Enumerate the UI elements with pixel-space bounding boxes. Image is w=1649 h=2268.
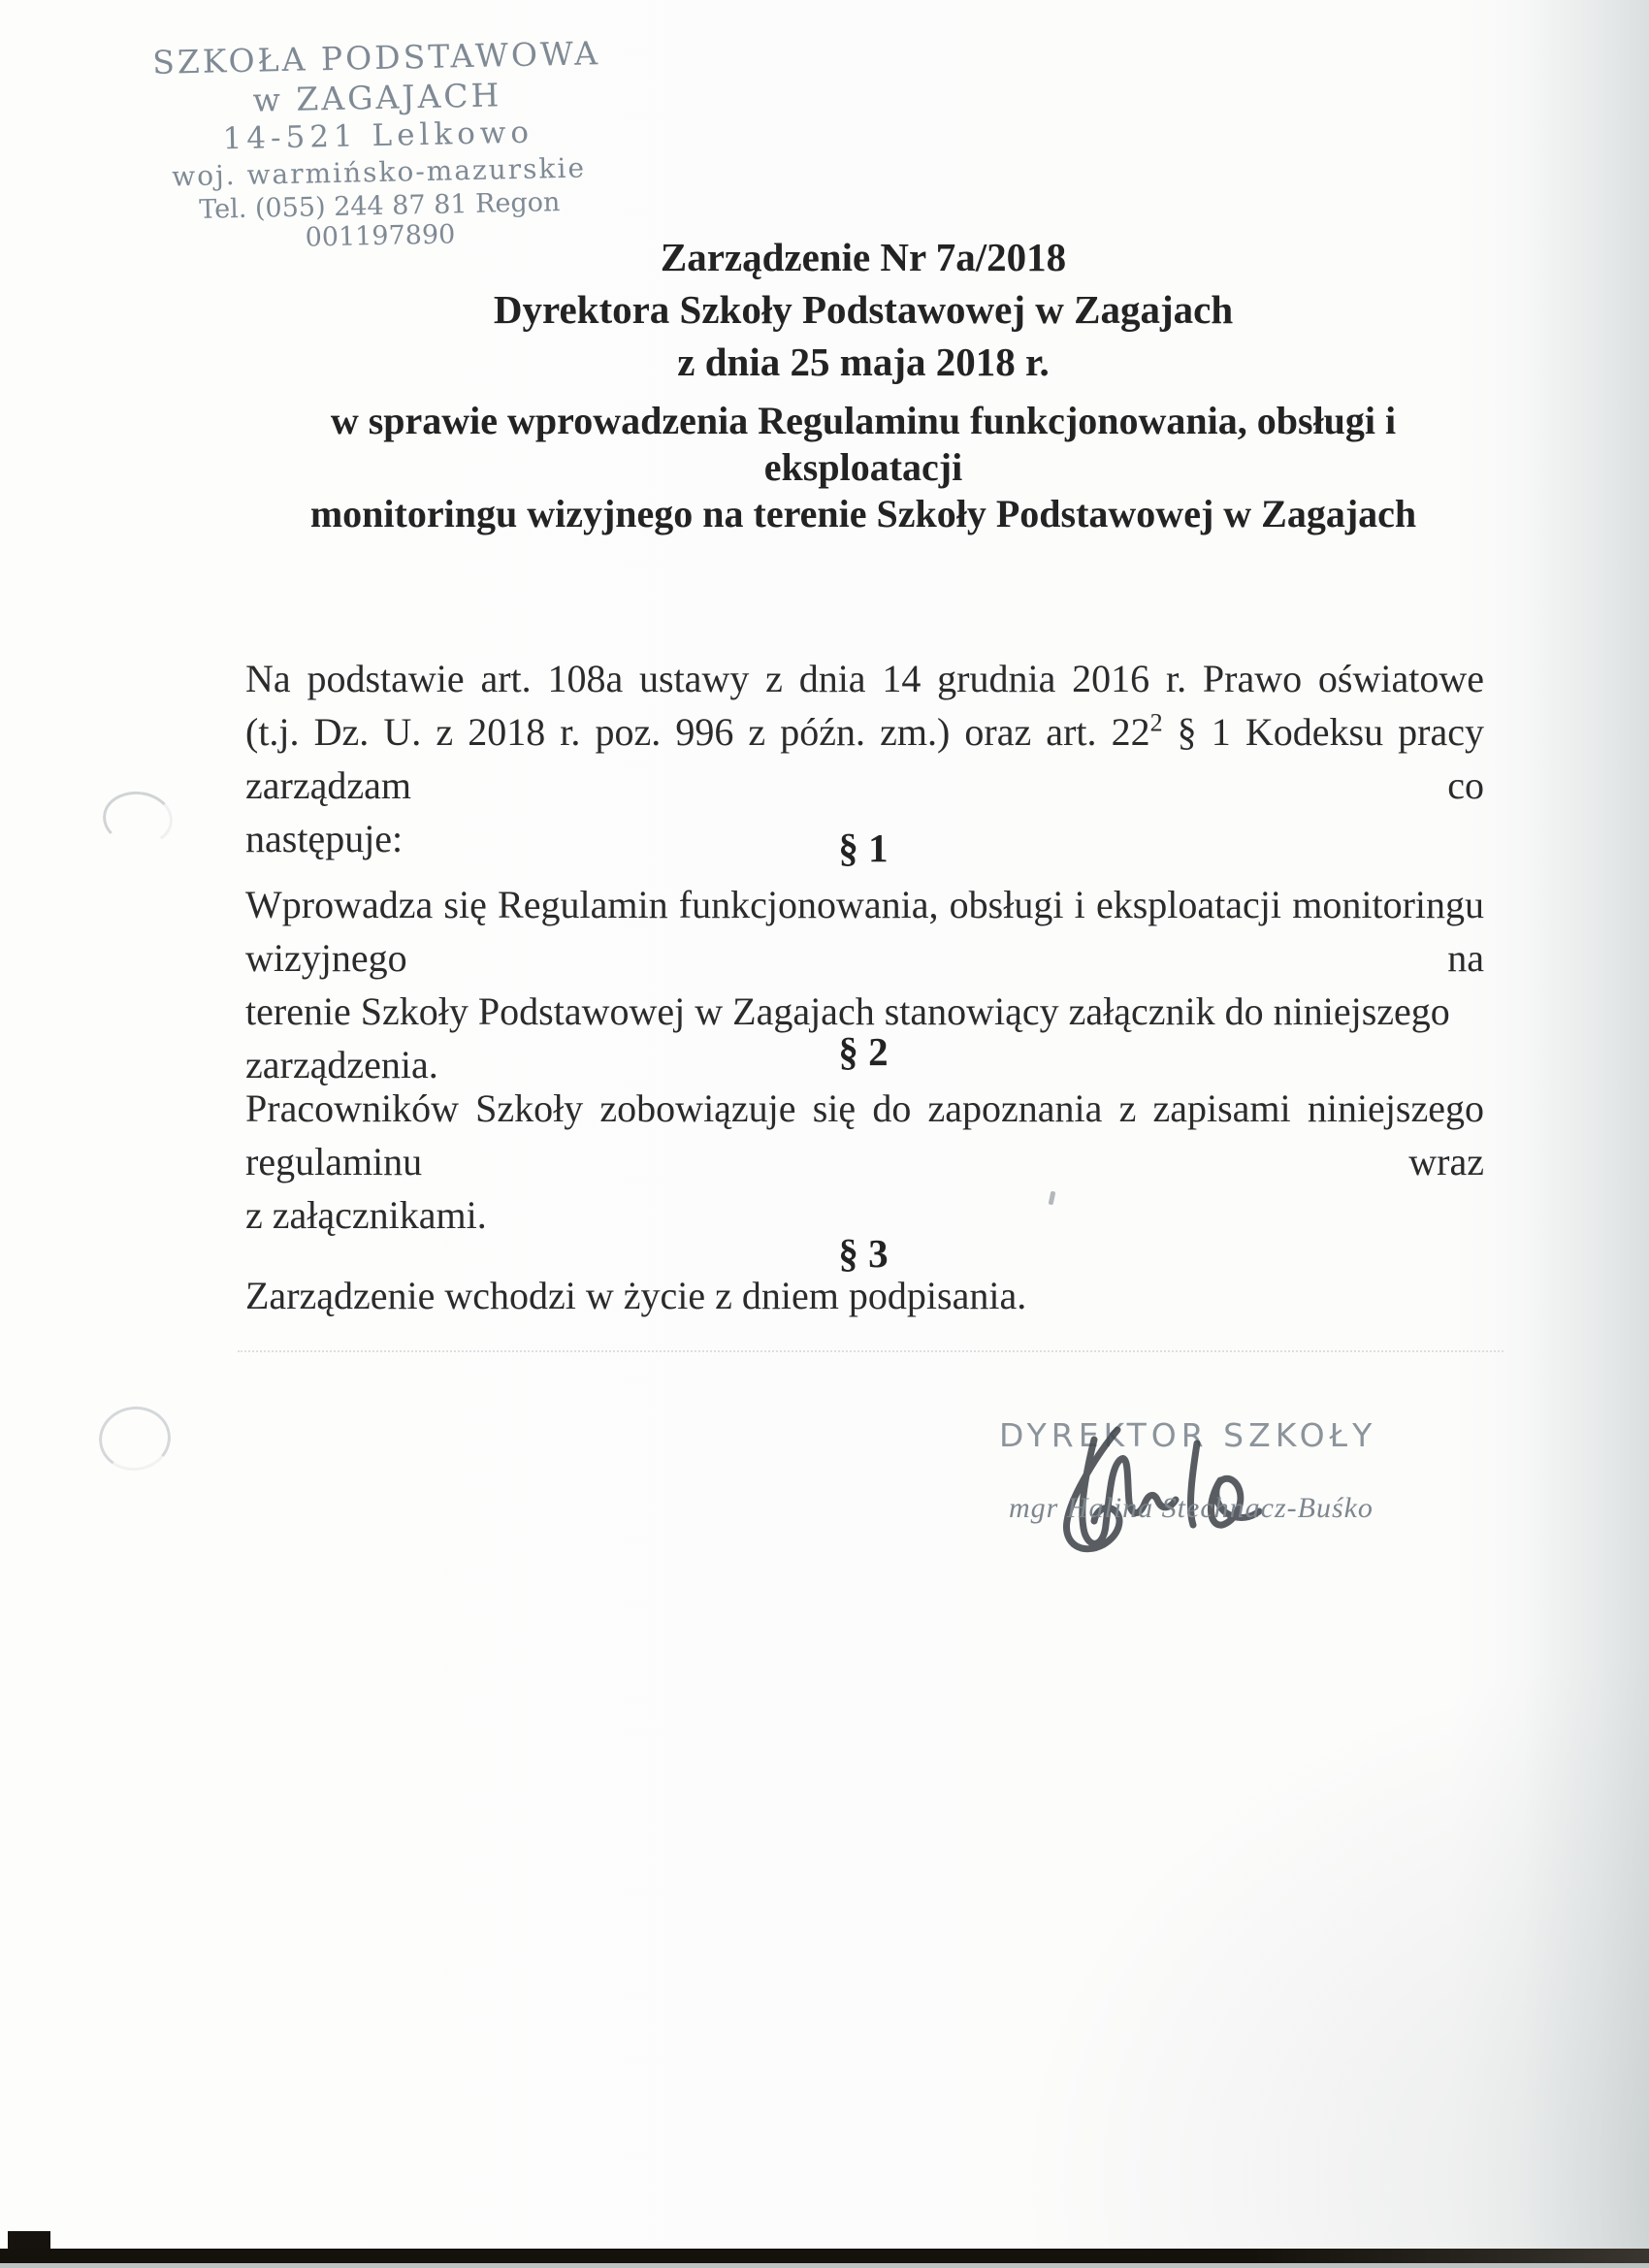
- legal-basis-line-1: Na podstawie art. 108a ustawy z dnia 14 grudnia 2016 r. Prawo oświatowe: [245, 657, 1484, 700]
- pen-arc-mark-upper: [100, 788, 175, 849]
- stamp-school-place: w ZAGAJACH: [252, 76, 502, 119]
- legal-basis-line-2-text: (t.j. Dz. U. z 2018 r. poz. 996 z późn. zm.) oraz art. 22: [245, 710, 1150, 754]
- section-2-paragraph: [245, 1082, 1484, 1242]
- school-address-stamp: [144, 34, 613, 256]
- section-1-line-2: terenie Szkoły Podstawowej w Zagajach stanowiący załącznik do niniejszego zarządzenia.: [245, 989, 1450, 1086]
- section-3-paragraph: [245, 1269, 1484, 1322]
- article-superscript: 2: [1149, 708, 1163, 737]
- legal-basis-line-3: następuje:: [245, 817, 404, 860]
- section-3-line-1: Zarządzenie wchodzi w życie z dniem podpisania.: [245, 1274, 1027, 1317]
- order-title: [242, 231, 1484, 388]
- stamp-phone-regon: Tel. (055) 244 87 81 Regon 001197890: [198, 187, 561, 253]
- section-1-line-1: Wprowadza się Regulamin funkcjonowania, obsługi i eksploatacji monitoringu wizyjnego na: [245, 883, 1484, 980]
- section-1-heading: § 1: [838, 826, 889, 870]
- stamp-postal-address: 14-521 Lelkowo: [222, 114, 534, 157]
- pen-arc-mark-lower: [95, 1402, 175, 1475]
- order-subject-line-2: monitoringu wizyjnego na terenie Szkoły Podstawowej w Zagajach: [309, 492, 1417, 535]
- order-number: Zarządzenie Nr 7a/2018: [660, 235, 1067, 279]
- section-3-heading: § 3: [838, 1231, 889, 1276]
- director-stamp-title: DYREKTOR SZKOŁY: [999, 1416, 1377, 1454]
- stamp-voivodeship: woj. warmińsko-mazurskie: [171, 151, 587, 193]
- order-issuer: Dyrektora Szkoły Podstawowej w Zagajach: [493, 287, 1234, 332]
- handwritten-signature: [1034, 1418, 1296, 1559]
- section-2-line-2: z załącznikami.: [245, 1193, 487, 1237]
- order-date: z dnia 25 maja 2018 r.: [677, 340, 1050, 384]
- scan-edge-shadow: [1523, 0, 1649, 2268]
- section-2-heading: § 2: [838, 1029, 889, 1074]
- order-subject: [242, 398, 1484, 537]
- scan-bottom-bar: [0, 2249, 1649, 2263]
- legal-basis-line-2: [245, 705, 1484, 812]
- stamp-school-name: SZKOŁA PODSTAWOWA: [151, 34, 601, 81]
- faint-scan-rule: [238, 1350, 1504, 1352]
- section-2-line-1: Pracowników Szkoły zobowiązuje się do zapoznania z zapisami niniejszego regulaminu wraz: [245, 1086, 1484, 1183]
- legal-basis-line-2-tail: § 1 Kodeksu pracy zarządzam co: [245, 710, 1484, 807]
- order-subject-line-1: w sprawie wprowadzenia Regulaminu funkcjonowania, obsługi i eksploatacji: [330, 399, 1397, 489]
- scan-bottom-edge: [0, 2263, 1649, 2268]
- director-name-stamp: mgr Halina Stechnacz-Buśko: [1009, 1492, 1374, 1524]
